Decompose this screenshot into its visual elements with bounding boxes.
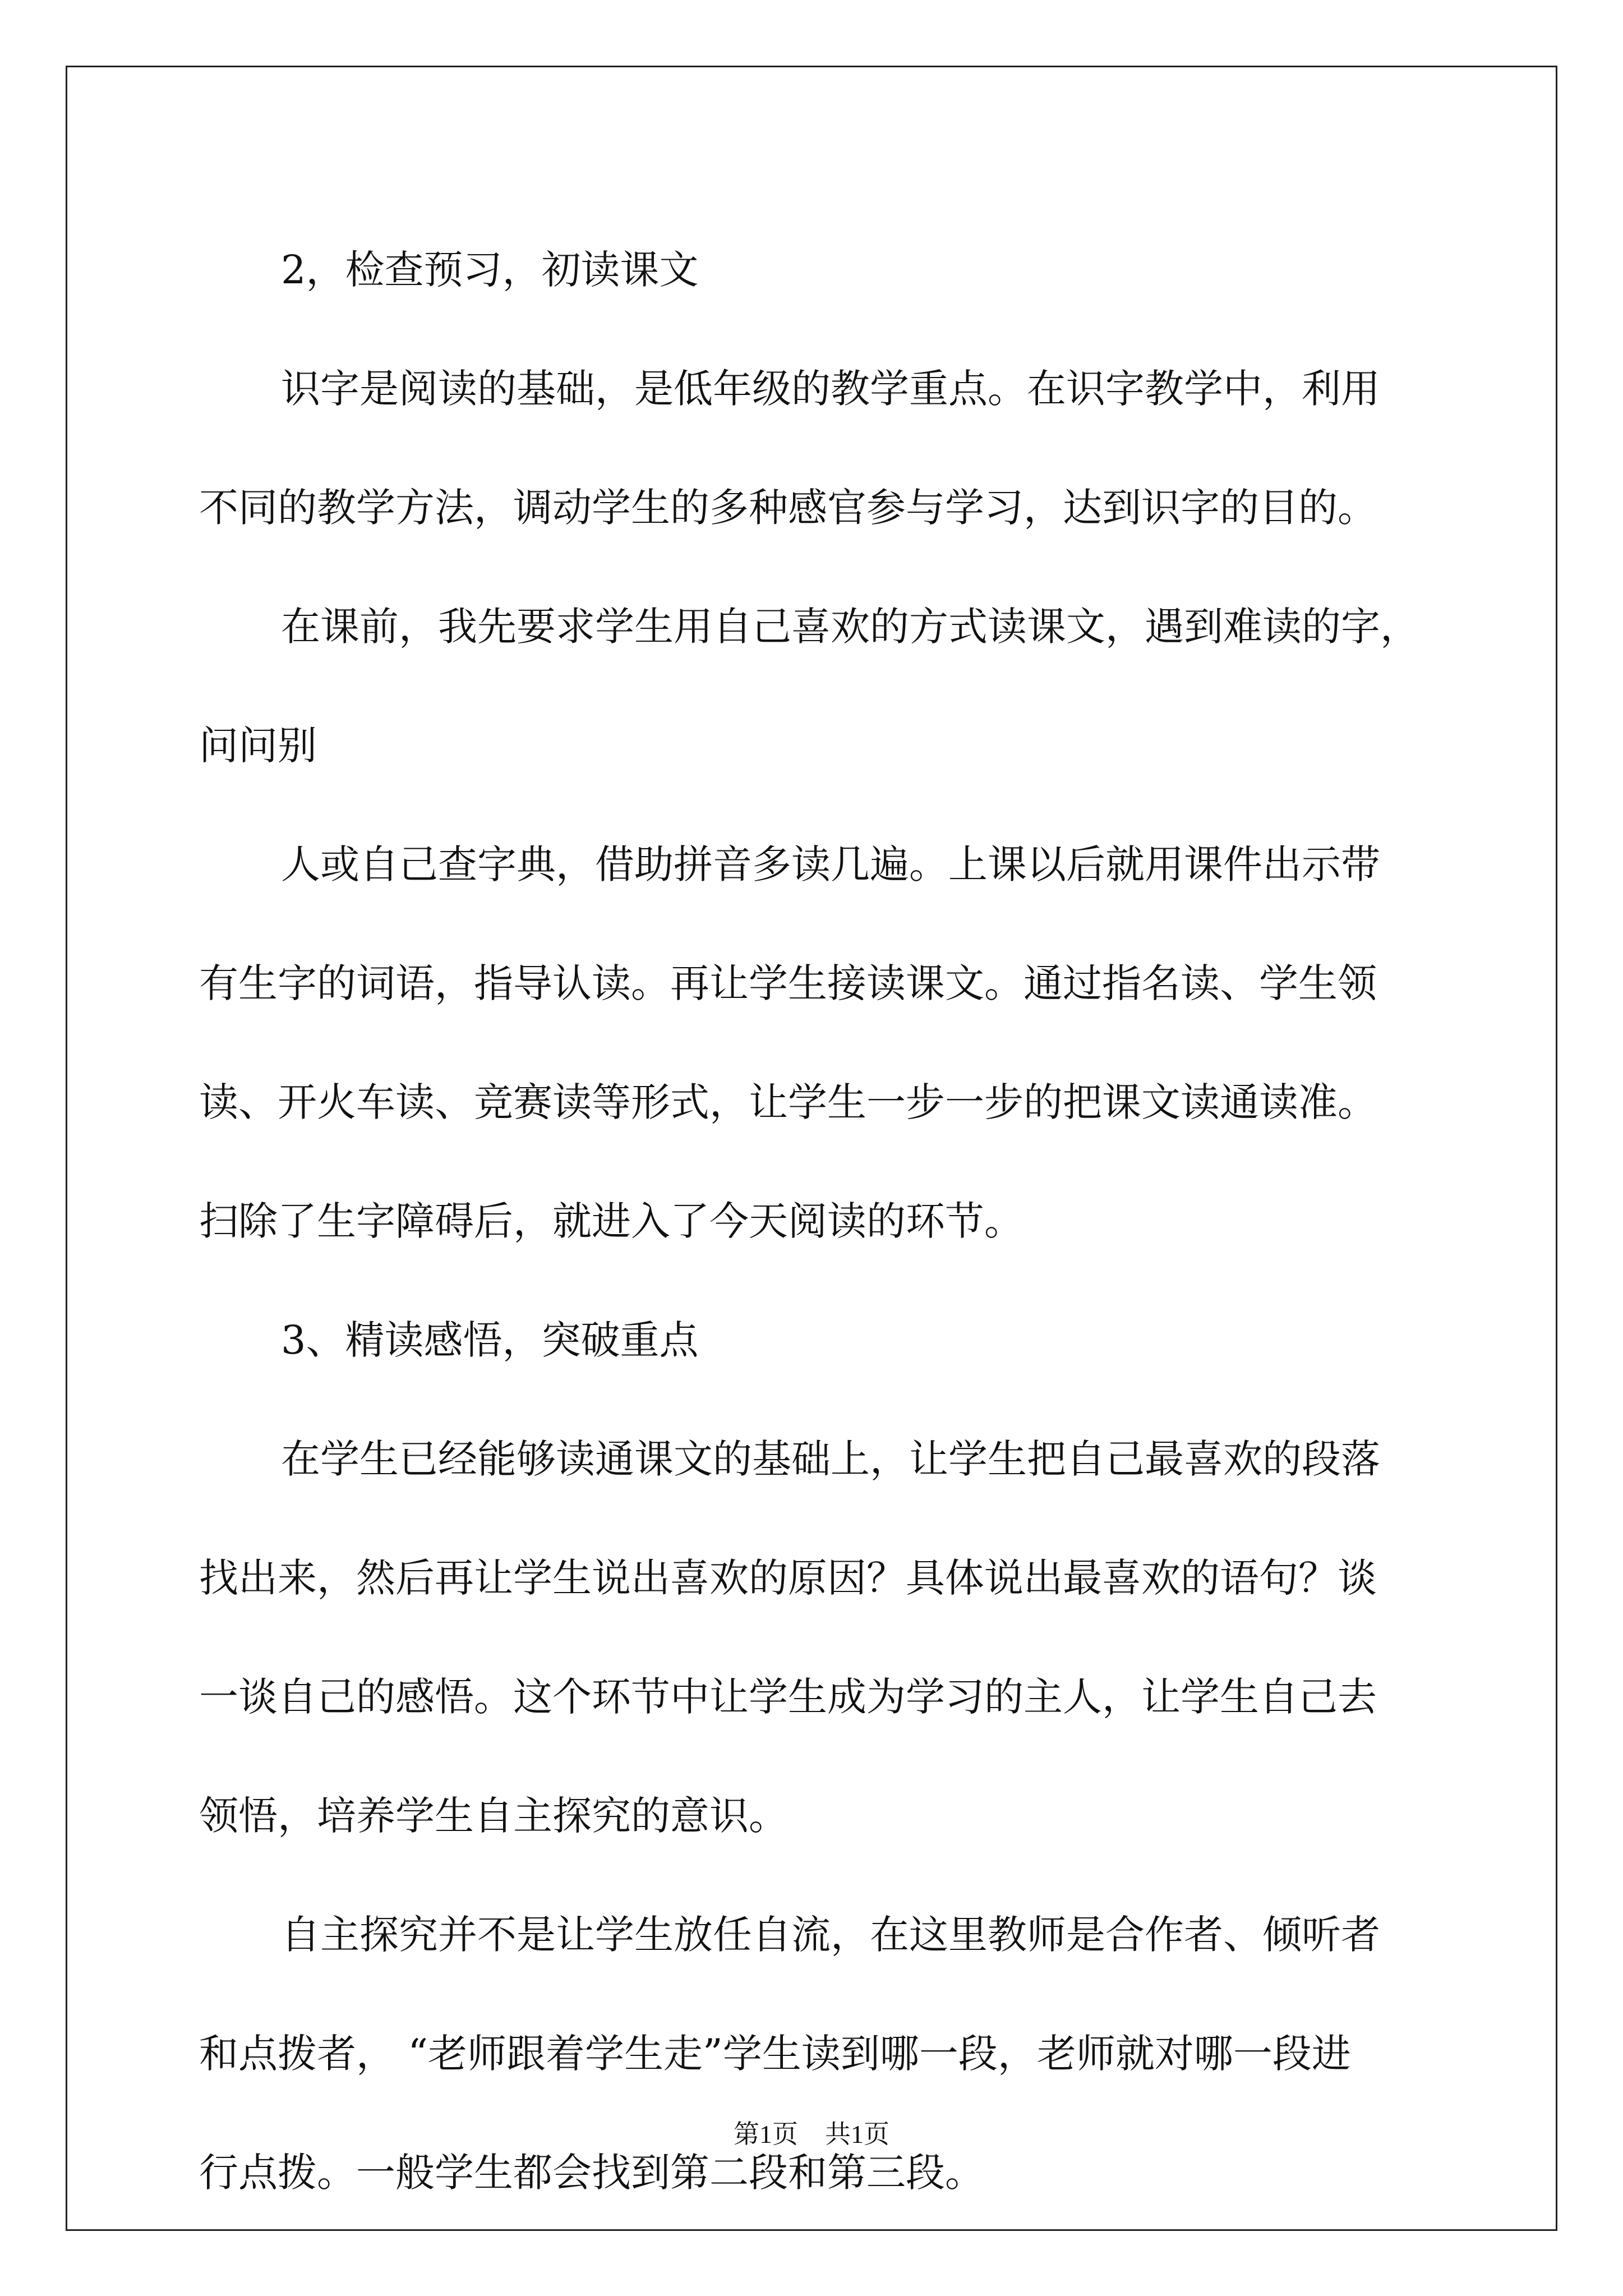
paragraph-line: 自主探究并不是让学生放任自流，在这里教师是合作者、倾听者 (281, 1912, 1380, 1958)
paragraph-line: 行点拨。一般学生都会找到第二段和第三段。 (199, 2150, 984, 2196)
paragraph-line: 一谈自己的感悟。这个环节中让学生成为学习的主人，让学生自己去 (199, 1674, 1377, 1720)
paragraph-line: 领悟，培养学生自主探究的意识。 (199, 1793, 788, 1839)
paragraph-line: 识字是阅读的基础，是低年级的教学重点。在识字教学中，利用 (281, 366, 1380, 412)
paragraph-line: 扫除了生字障碍后，就进入了今天阅读的环节。 (199, 1198, 1023, 1244)
page-number: 第1页 (734, 2120, 798, 2148)
paragraph-line: 在课前，我先要求学生用自己喜欢的方式读课文，遇到难读的字， (281, 604, 1419, 650)
paragraph-line: 不同的教学方法，调动学生的多种感官参与学习，达到识字的目的。 (199, 485, 1377, 531)
document-body (199, 210, 1433, 2232)
section-heading-3: 3、精读感悟，突破重点 (281, 1317, 699, 1363)
paragraph-line: 人或自己查字典，借助拼音多读几遍。上课以后就用课件出示带 (281, 841, 1380, 887)
section-heading-2: 2，检查预习，初读课文 (281, 247, 699, 293)
page-footer (0, 2114, 1623, 2151)
paragraph-line: 在学生已经能够读通课文的基础上，让学生把自己最喜欢的段落 (281, 1436, 1380, 1482)
paragraph-line: 找出来，然后再让学生说出喜欢的原因？具体说出最喜欢的语句？谈 (199, 1555, 1377, 1601)
paragraph-line: 读、开火车读、竞赛读等形式，让学生一步一步的把课文读通读准。 (199, 1079, 1377, 1125)
paragraph-line: 有生字的词语，指导认读。再让学生接读课文。通过指名读、学生领 (199, 960, 1377, 1006)
paragraph-line: 和点拨者， “老师跟着学生走”学生读到哪一段，老师就对哪一段进 (199, 2031, 1351, 2077)
paragraph-line: 问问别 (199, 723, 317, 769)
page-total: 共1页 (825, 2120, 889, 2148)
